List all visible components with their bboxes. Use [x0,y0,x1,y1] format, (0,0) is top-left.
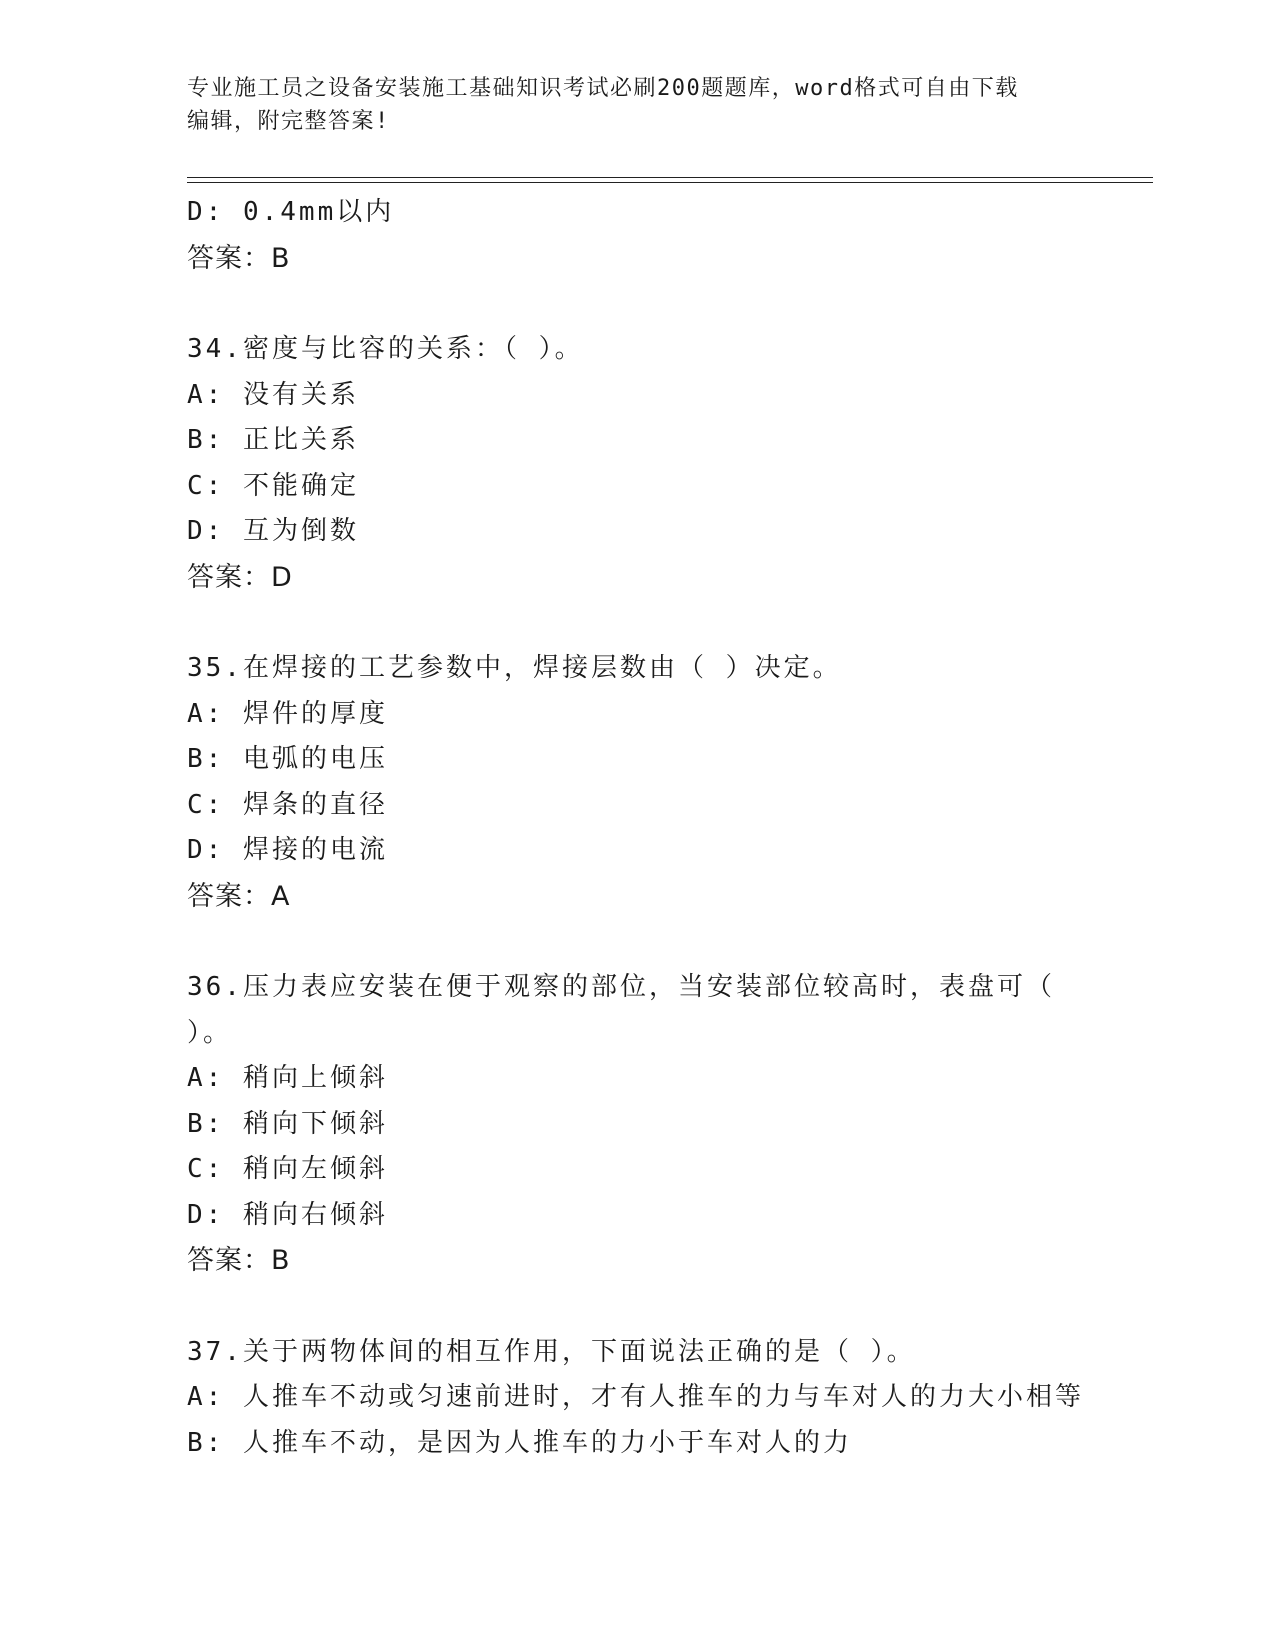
spacer [187,600,1127,646]
option-d: D: 互为倒数 [187,516,359,546]
document-body [187,190,1127,1466]
option-d: D: 焊接的电流 [187,835,388,865]
question-stem-line2: ）。 [187,1017,233,1048]
answer: 答案：B [187,1245,291,1276]
spacer [187,919,1127,965]
spacer [187,281,1127,327]
question-stem: 34.密度与比容的关系：（ ）。 [187,334,584,364]
question-stem: 35.在焊接的工艺参数中，焊接层数由（ ）决定。 [187,653,842,683]
option-d: D: 0.4mm以内 [187,197,395,227]
document-header [187,72,1067,138]
answer: 答案：A [187,880,291,912]
spacer [187,1284,1127,1330]
option-b: B: 正比关系 [187,425,359,455]
option-d: D: 稍向右倾斜 [187,1199,388,1230]
option-c: C: 焊条的直径 [187,789,388,820]
header-divider-top [187,177,1153,178]
option-a: A: 焊件的厚度 [187,698,388,729]
option-b: B: 电弧的电压 [187,744,388,774]
option-a: A: 人推车不动或匀速前进时，才有人推车的力与车对人的力大小相等 [187,1382,1084,1412]
option-a: A: 稍向上倾斜 [187,1063,388,1093]
answer: 答案：D [187,561,293,593]
header-title-line2: 编辑，附完整答案! [187,109,390,134]
option-c: C: 稍向左倾斜 [187,1154,388,1184]
question-stem: 37.关于两物体间的相互作用，下面说法正确的是（ ）。 [187,1336,916,1367]
option-a: A: 没有关系 [187,379,359,410]
header-title-line1: 专业施工员之设备安装施工基础知识考试必刷200题题库，word格式可自由下载 [187,76,1019,101]
answer: 答案：B [187,242,291,274]
option-b: B: 稍向下倾斜 [187,1108,388,1139]
option-b: B: 人推车不动，是因为人推车的力小于车对人的力 [187,1427,852,1458]
option-c: C: 不能确定 [187,470,359,501]
header-divider-bottom [187,182,1153,183]
question-stem-line1: 36.压力表应安装在便于观察的部位，当安装部位较高时，表盘可（ [187,972,1055,1002]
